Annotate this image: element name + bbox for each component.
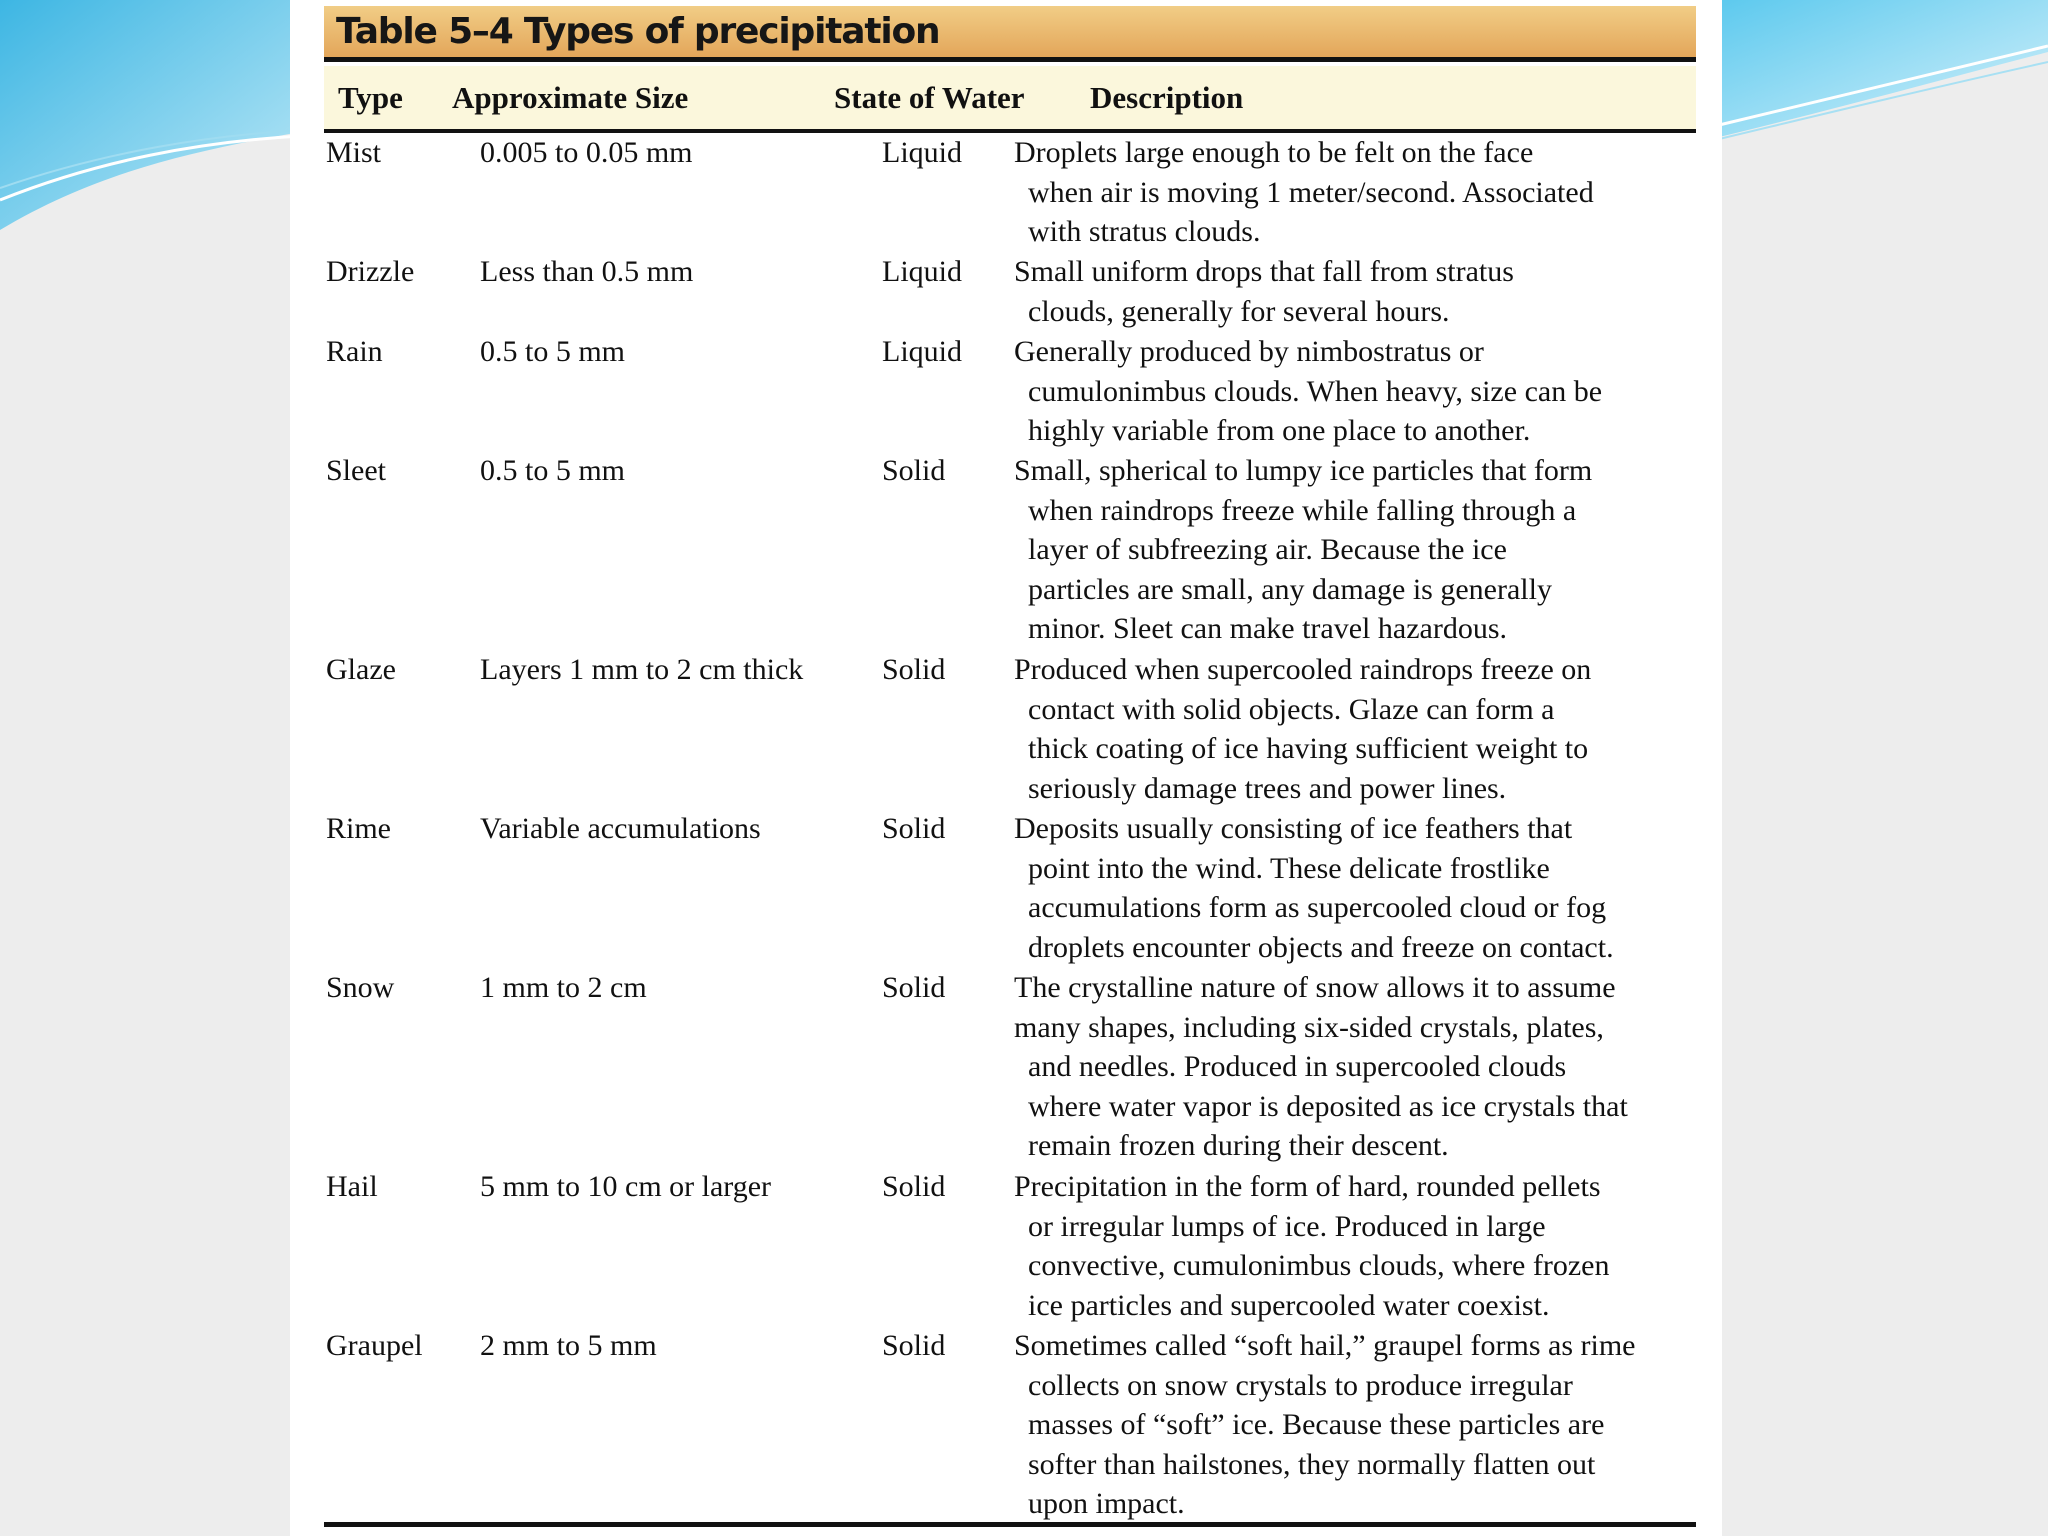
row-type: Sleet [326, 454, 386, 487]
row-approximate-size: 1 mm to 2 cm [480, 971, 647, 1004]
header-type: Type [338, 80, 403, 115]
row-description [1014, 252, 1694, 331]
row-description [1014, 332, 1694, 451]
row-description-line: Precipitation in the form of hard, rounded pellets [1014, 1170, 1601, 1203]
row-state-of-water: Solid [882, 1329, 946, 1362]
table-header-row [324, 66, 1696, 133]
row-state-of-water: Liquid [882, 255, 962, 288]
row-description-line: clouds, generally for several hours. [1028, 294, 1450, 328]
row-description-line: upon impact. [1028, 1487, 1185, 1521]
row-description-line: contact with solid objects. Glaze can form a [1028, 692, 1555, 726]
row-description-line: The crystalline nature of snow allows it to assume [1014, 971, 1616, 1004]
row-state-of-water: Solid [882, 812, 946, 845]
row-description [1014, 451, 1694, 649]
row-description-line: droplets encounter objects and freeze on contact. [1028, 930, 1614, 964]
precipitation-table [324, 6, 1696, 1530]
row-description-line: many shapes, including six-sided crystals, plates, [1014, 1010, 1604, 1044]
row-approximate-size: 5 mm to 10 cm or larger [480, 1170, 772, 1203]
row-description [1014, 809, 1694, 967]
row-type: Snow [326, 971, 395, 1004]
header-state-of-water: State of Water [834, 80, 1025, 115]
row-state-of-water: Solid [882, 1170, 946, 1203]
row-approximate-size: 0.005 to 0.05 mm [480, 136, 693, 169]
row-description-line: Deposits usually consisting of ice feathers that [1014, 812, 1573, 845]
row-description-line: with stratus clouds. [1028, 215, 1261, 249]
row-description-line: remain frozen during their descent. [1028, 1129, 1449, 1163]
header-description: Description [1090, 80, 1244, 115]
row-approximate-size: 0.5 to 5 mm [480, 335, 626, 368]
header-approximate-size: Approximate Size [452, 80, 689, 115]
row-description-line: Small, spherical to lumpy ice particles that form [1014, 454, 1593, 487]
row-description-line: softer than hailstones, they normally flatten out [1028, 1447, 1596, 1481]
row-description-line: Small uniform drops that fall from stratus [1014, 255, 1514, 288]
row-description [1014, 650, 1694, 808]
table-title-bar [324, 6, 1696, 62]
table-bottom-rule [324, 1522, 1696, 1527]
row-type: Mist [326, 136, 382, 169]
row-state-of-water: Liquid [882, 335, 962, 368]
row-description-line: point into the wind. These delicate frostlike [1028, 851, 1550, 885]
row-description-line: ice particles and supercooled water coexist. [1028, 1288, 1550, 1322]
row-description-line: layer of subfreezing air. Because the ice [1028, 533, 1507, 567]
row-type: Drizzle [326, 255, 415, 288]
row-description-line: minor. Sleet can make travel hazardous. [1028, 612, 1507, 646]
row-description-line: or irregular lumps of ice. Produced in large [1028, 1209, 1546, 1243]
row-description-line: thick coating of ice having sufficient weight to [1028, 732, 1589, 766]
row-type: Glaze [326, 653, 396, 686]
row-description-line: Droplets large enough to be felt on the face [1014, 136, 1534, 169]
table-title: Table 5–4 Types of precipitation [336, 11, 940, 52]
row-description-line: cumulonimbus clouds. When heavy, size can be [1028, 374, 1603, 408]
row-description-line: Produced when supercooled raindrops freeze on [1014, 653, 1592, 686]
row-state-of-water: Solid [882, 653, 946, 686]
row-description-line: and needles. Produced in supercooled clouds [1028, 1050, 1567, 1084]
row-description-line: accumulations form as supercooled cloud or fog [1028, 891, 1607, 925]
row-description-line: when air is moving 1 meter/second. Associated [1028, 175, 1594, 209]
row-approximate-size: 2 mm to 5 mm [480, 1329, 657, 1362]
row-description [1014, 968, 1694, 1166]
row-description [1014, 133, 1694, 252]
row-description [1014, 1167, 1694, 1325]
row-state-of-water: Liquid [882, 136, 962, 169]
row-description-line: masses of “soft” ice. Because these particles are [1028, 1408, 1605, 1442]
row-state-of-water: Solid [882, 454, 946, 487]
row-state-of-water: Solid [882, 971, 946, 1004]
row-type: Rain [326, 335, 383, 368]
row-description-line: particles are small, any damage is generally [1028, 572, 1552, 606]
row-description-line: when raindrops freeze while falling through a [1028, 493, 1577, 527]
row-description-line: seriously damage trees and power lines. [1028, 771, 1507, 805]
row-type: Hail [326, 1170, 378, 1203]
row-approximate-size: 0.5 to 5 mm [480, 454, 626, 487]
row-description-line: convective, cumulonimbus clouds, where frozen [1028, 1249, 1610, 1283]
row-type: Rime [326, 812, 391, 845]
row-approximate-size: Layers 1 mm to 2 cm thick [480, 653, 804, 686]
row-description-line: where water vapor is deposited as ice crystals that [1028, 1089, 1628, 1123]
row-description-line: collects on snow crystals to produce irregular [1028, 1368, 1573, 1402]
row-description-line: Generally produced by nimbostratus or [1014, 335, 1484, 368]
row-approximate-size: Variable accumulations [480, 812, 761, 845]
row-approximate-size: Less than 0.5 mm [480, 255, 694, 288]
row-description-line: highly variable from one place to another. [1028, 414, 1531, 448]
row-description-line: Sometimes called “soft hail,” graupel forms as rime [1014, 1329, 1636, 1362]
row-description [1014, 1326, 1694, 1524]
row-type: Graupel [326, 1329, 423, 1362]
